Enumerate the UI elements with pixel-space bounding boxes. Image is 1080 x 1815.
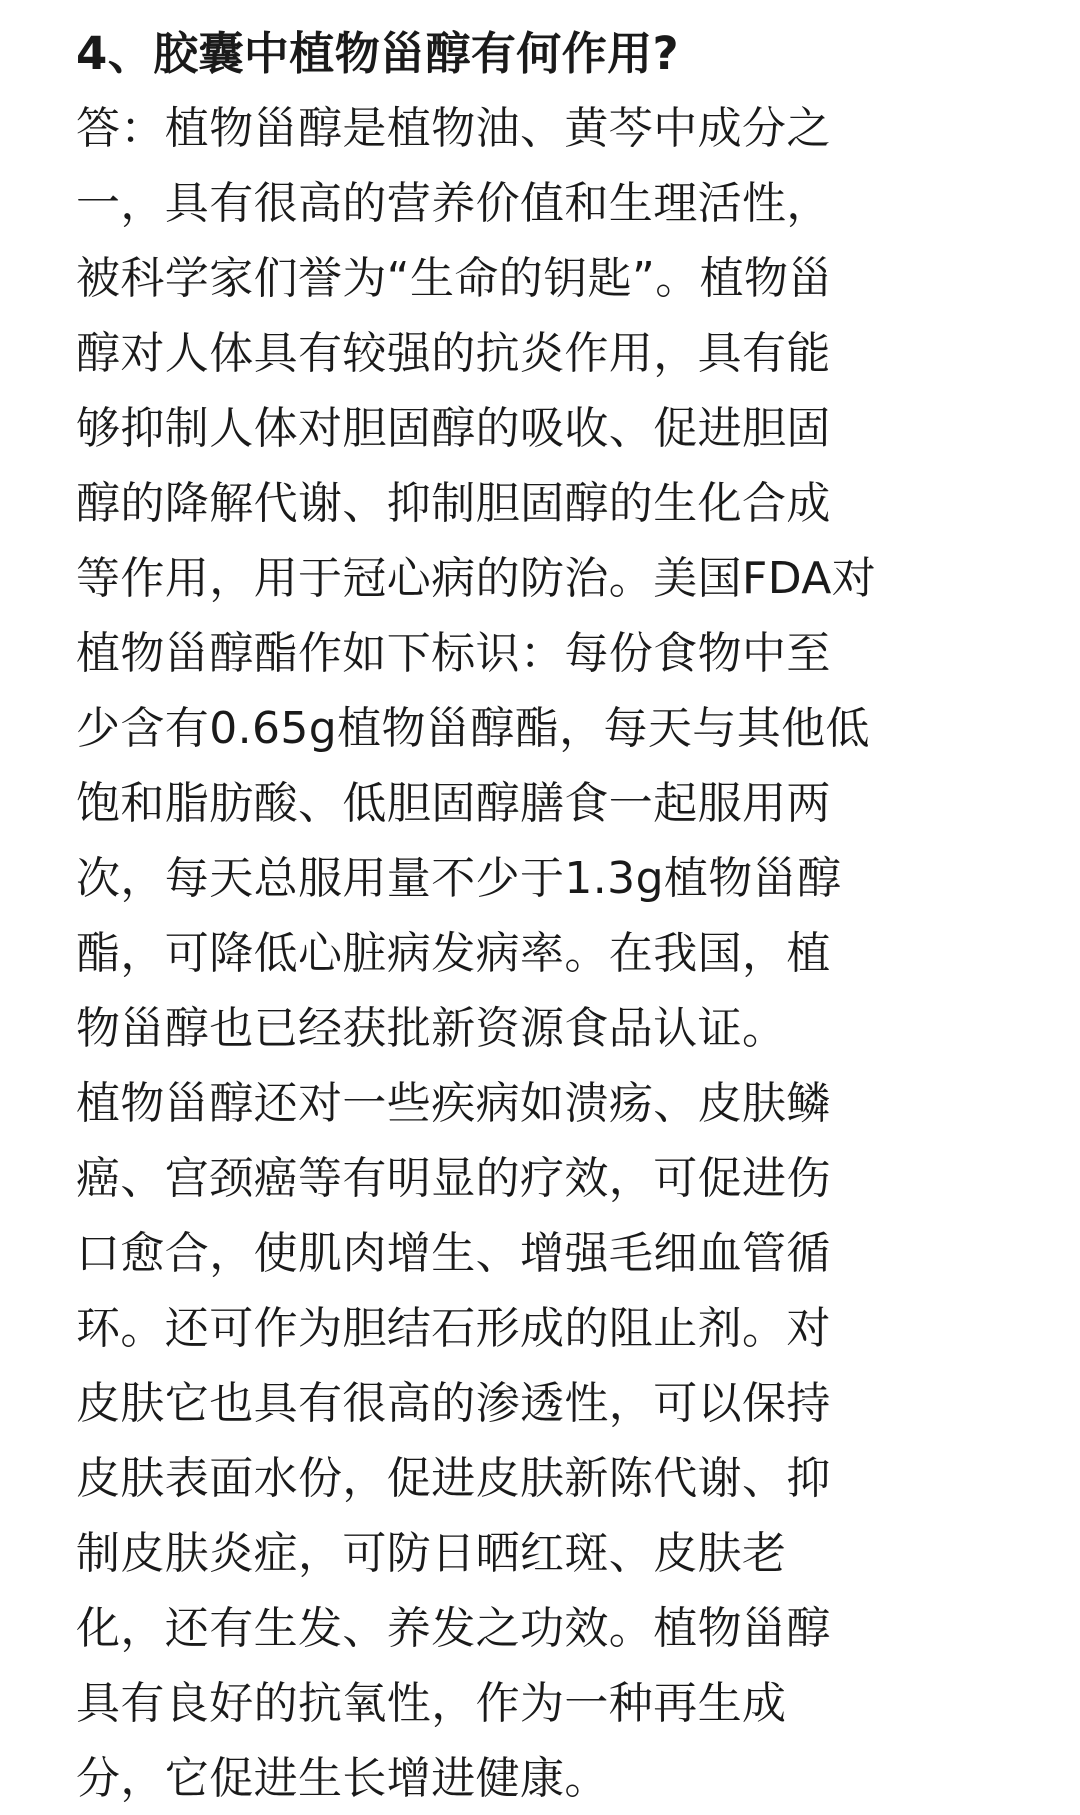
paragraph-line: 够抑制人体对胆固醇的吸收、促进胆固 bbox=[76, 403, 831, 454]
paragraph-line: 答：植物甾醇是植物油、黄芩中成分之 bbox=[76, 103, 831, 154]
paragraph-line: 等作用，用于冠心病的防治。美国FDA对 bbox=[76, 553, 877, 604]
paragraph-line: 制皮肤炎症，可防日晒红斑、皮肤老 bbox=[76, 1528, 787, 1579]
paragraph-line: 一，具有很高的营养价值和生理活性， bbox=[76, 178, 831, 229]
paragraph-line: 皮肤它也具有很高的渗透性，可以保持 bbox=[76, 1378, 831, 1429]
paragraph-line: 环。还可作为胆结石形成的阻止剂。对 bbox=[76, 1303, 831, 1354]
paragraph-line: 少含有0.65g植物甾醇酯，每天与其他低 bbox=[76, 703, 870, 754]
paragraph-line: 化，还有生发、养发之功效。植物甾醇 bbox=[76, 1603, 831, 1654]
article-heading: 4、胶囊中植物甾醇有何作用? bbox=[76, 27, 680, 80]
paragraph-line: 饱和脂肪酸、低胆固醇膳食一起服用两 bbox=[76, 778, 831, 829]
paragraph-line: 醇的降解代谢、抑制胆固醇的生化合成 bbox=[76, 478, 831, 529]
paragraph-line: 次，每天总服用量不少于1.3g植物甾醇 bbox=[76, 853, 842, 904]
paragraph-line: 醇对人体具有较强的抗炎作用，具有能 bbox=[76, 328, 831, 379]
paragraph-line: 分，它促进生长增进健康。 bbox=[76, 1753, 609, 1804]
paragraph-line: 皮肤表面水份，促进皮肤新陈代谢、抑 bbox=[76, 1453, 831, 1504]
paragraph-line: 具有良好的抗氧性，作为一种再生成 bbox=[76, 1678, 787, 1729]
paragraph-line: 植物甾醇还对一些疾病如溃疡、皮肤鳞 bbox=[76, 1078, 831, 1129]
paragraph-line: 被科学家们誉为“生命的钥匙”。植物甾 bbox=[76, 253, 833, 304]
paragraph-line: 癌、宫颈癌等有明显的疗效，可促进伤 bbox=[76, 1153, 831, 1204]
paragraph-line: 植物甾醇酯作如下标识：每份食物中至 bbox=[76, 628, 831, 679]
paragraph-line: 口愈合，使肌肉增生、增强毛细血管循 bbox=[76, 1228, 831, 1279]
paragraph-line: 物甾醇也已经获批新资源食品认证。 bbox=[76, 1003, 787, 1054]
paragraph-line: 酯，可降低心脏病发病率。在我国，植 bbox=[76, 928, 831, 979]
